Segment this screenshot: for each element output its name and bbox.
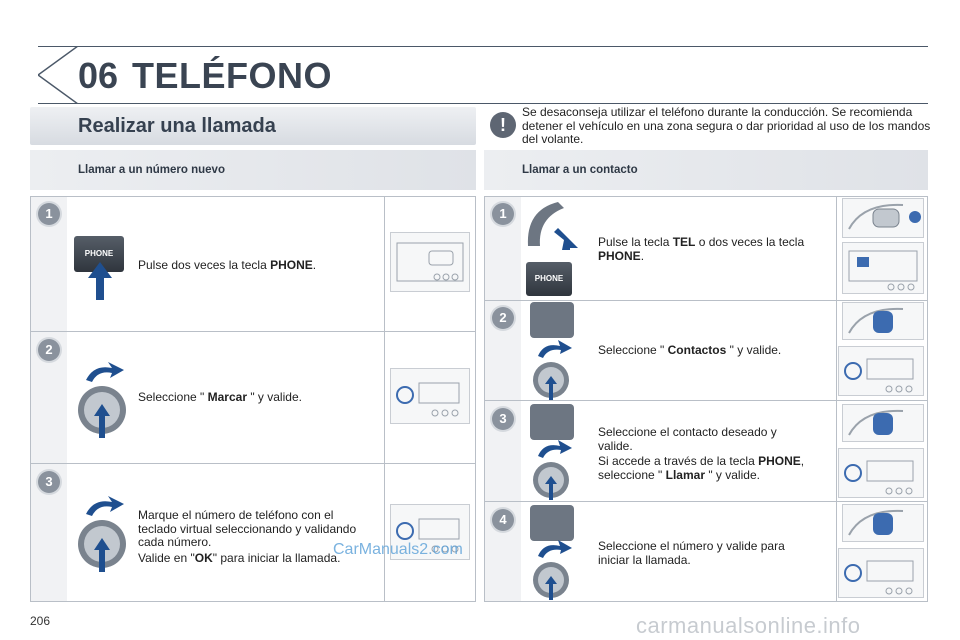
right-step1-text: Pulse la tecla TEL o dos veces la tecla PHONE.: [598, 235, 805, 263]
right-row-divider: [485, 501, 927, 502]
left-step1-text: Pulse dos veces la tecla PHONE.: [138, 258, 317, 272]
steering-scroll-wheel-icon: [530, 302, 574, 338]
steering-wheel-thumbnail: [842, 302, 924, 340]
phone-key-icon: PHONE: [526, 262, 572, 296]
rotary-dial-icon: [72, 494, 132, 574]
header-corner-decoration: [38, 46, 78, 104]
rotary-dial-icon: [526, 540, 576, 600]
right-subheader-title: Llamar a un contacto: [522, 164, 638, 176]
left-subheader-title: Llamar a un número nuevo: [78, 164, 225, 176]
right-step2-text: Seleccione " Contactos " y valide.: [598, 343, 782, 357]
radio-panel-thumbnail: [390, 368, 470, 424]
step-badge: 3: [492, 408, 514, 430]
chapter-title: TELÉFONO: [132, 55, 332, 96]
left-step2-text: Seleccione " Marcar " y valide.: [138, 390, 302, 404]
steering-wheel-thumbnail: [842, 504, 924, 542]
watermark-carmanuals: CarManuals2.com: [333, 541, 463, 558]
phone-key-icon: PHONE: [74, 236, 124, 272]
left-row-divider: [31, 463, 475, 464]
right-step4-text: Seleccione el número y valide para iniciar la llamada.: [598, 539, 785, 567]
steering-scroll-wheel-icon: [530, 404, 574, 440]
rotary-dial-icon: [526, 340, 576, 400]
right-step3-text: Seleccione el contacto deseado y valide.: [598, 425, 777, 453]
radio-panel-thumbnail: [838, 548, 924, 598]
radio-panel-thumbnail: [842, 242, 924, 294]
right-step3-text-2: Si accede a través de la tecla PHONE, seleccione " Llamar " y valide.: [598, 454, 805, 482]
right-badge-column: [485, 197, 521, 601]
right-image-divider: [836, 197, 837, 601]
section-title: Realizar una llamada: [78, 115, 276, 137]
step-badge: 4: [492, 509, 514, 531]
warning-text: Se desaconseja utilizar el teléfono durante la conducción. Se recomienda detener el vehículo en una zona segura o dar prioridad al uso de los mandos del volante.: [522, 105, 931, 146]
radio-panel-thumbnail: [838, 448, 924, 498]
step-badge: 2: [38, 339, 60, 361]
chapter-number: 06: [78, 55, 119, 96]
step-badge: 1: [38, 203, 60, 225]
steering-control-icon: [524, 200, 584, 250]
right-row-divider: [485, 300, 927, 301]
exclamation-icon: !: [490, 112, 516, 138]
step-badge: 1: [492, 203, 514, 225]
left-step3-text-2: Valide en "OK" para iniciar la llamada.: [138, 551, 341, 565]
left-step3-text: Marque el número de teléfono con el teclado virtual seleccionando y validando cada número.: [138, 508, 357, 549]
steering-wheel-thumbnail: [842, 198, 924, 238]
arrow-up-icon: [88, 262, 112, 300]
watermark-site[interactable]: carmanualsonline.info: [636, 613, 861, 638]
radio-panel-thumbnail: [390, 232, 470, 292]
rotary-dial-icon: [526, 440, 576, 500]
right-row-divider: [485, 400, 927, 401]
step-badge: 2: [492, 307, 514, 329]
step-badge: 3: [38, 471, 60, 493]
left-row-divider: [31, 331, 475, 332]
steering-wheel-thumbnail: [842, 404, 924, 442]
steering-scroll-wheel-icon: [530, 505, 574, 541]
rotary-dial-icon: [72, 360, 132, 440]
page-number: 206: [30, 614, 51, 628]
radio-panel-thumbnail: [838, 346, 924, 396]
left-badge-column: [31, 197, 67, 601]
